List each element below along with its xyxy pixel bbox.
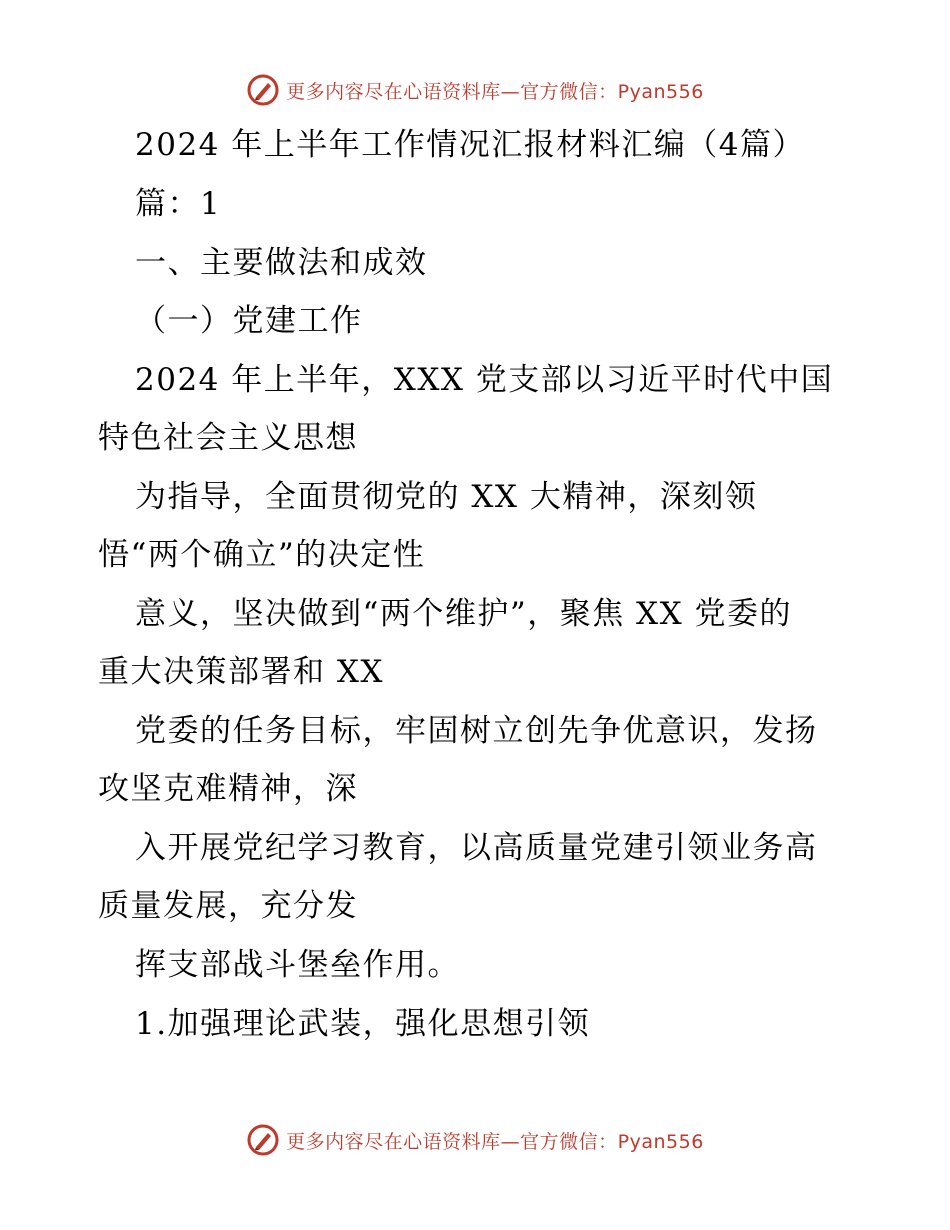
paragraph-line: 悟“两个确立”的决定性 <box>98 537 426 573</box>
section-heading: 一、主要做法和成效 <box>135 245 428 281</box>
paragraph-line: 重大决策部署和 XX <box>98 654 384 690</box>
paragraph-line: 特色社会主义思想 <box>98 420 358 456</box>
paragraph-line: 挥支部战斗堡垒作用。 <box>135 947 460 983</box>
watermark-group <box>246 1123 704 1157</box>
pen-logo-icon <box>246 1123 280 1157</box>
pen-logo-icon <box>246 73 280 107</box>
paragraph-line: 为指导，全面贯彻党的 XX 大精神，深刻领 <box>135 479 758 515</box>
watermark-text: 更多内容尽在心语资料库—官方微信：Pyan556 <box>286 1130 704 1153</box>
paragraph-line: 党委的任务目标，牢固树立创先争优意识，发扬 <box>135 713 818 749</box>
paragraph-line: 入开展党纪学习教育，以高质量党建引领业务高 <box>135 830 818 866</box>
article-number: 篇：1 <box>135 186 222 222</box>
header-watermark <box>0 70 950 110</box>
subsection-heading: （一）党建工作 <box>135 303 363 339</box>
footer-watermark <box>0 1120 950 1160</box>
paragraph-line: 质量发展，充分发 <box>98 888 358 924</box>
watermark-text: 更多内容尽在心语资料库—官方微信：Pyan556 <box>286 80 704 103</box>
paragraph-line: 2024 年上半年，XXX 党支部以习近平时代中国 <box>135 362 834 398</box>
numbered-heading: 1.加强理论武装，强化思想引领 <box>135 1006 591 1042</box>
watermark-group <box>246 73 704 107</box>
paragraph-line: 攻坚克难精神，深 <box>98 771 358 807</box>
paragraph-line: 意义，坚决做到“两个维护”，聚焦 XX 党委的 <box>135 596 793 632</box>
document-title: 2024 年上半年工作情况汇报材料汇编（4篇） <box>135 127 805 163</box>
